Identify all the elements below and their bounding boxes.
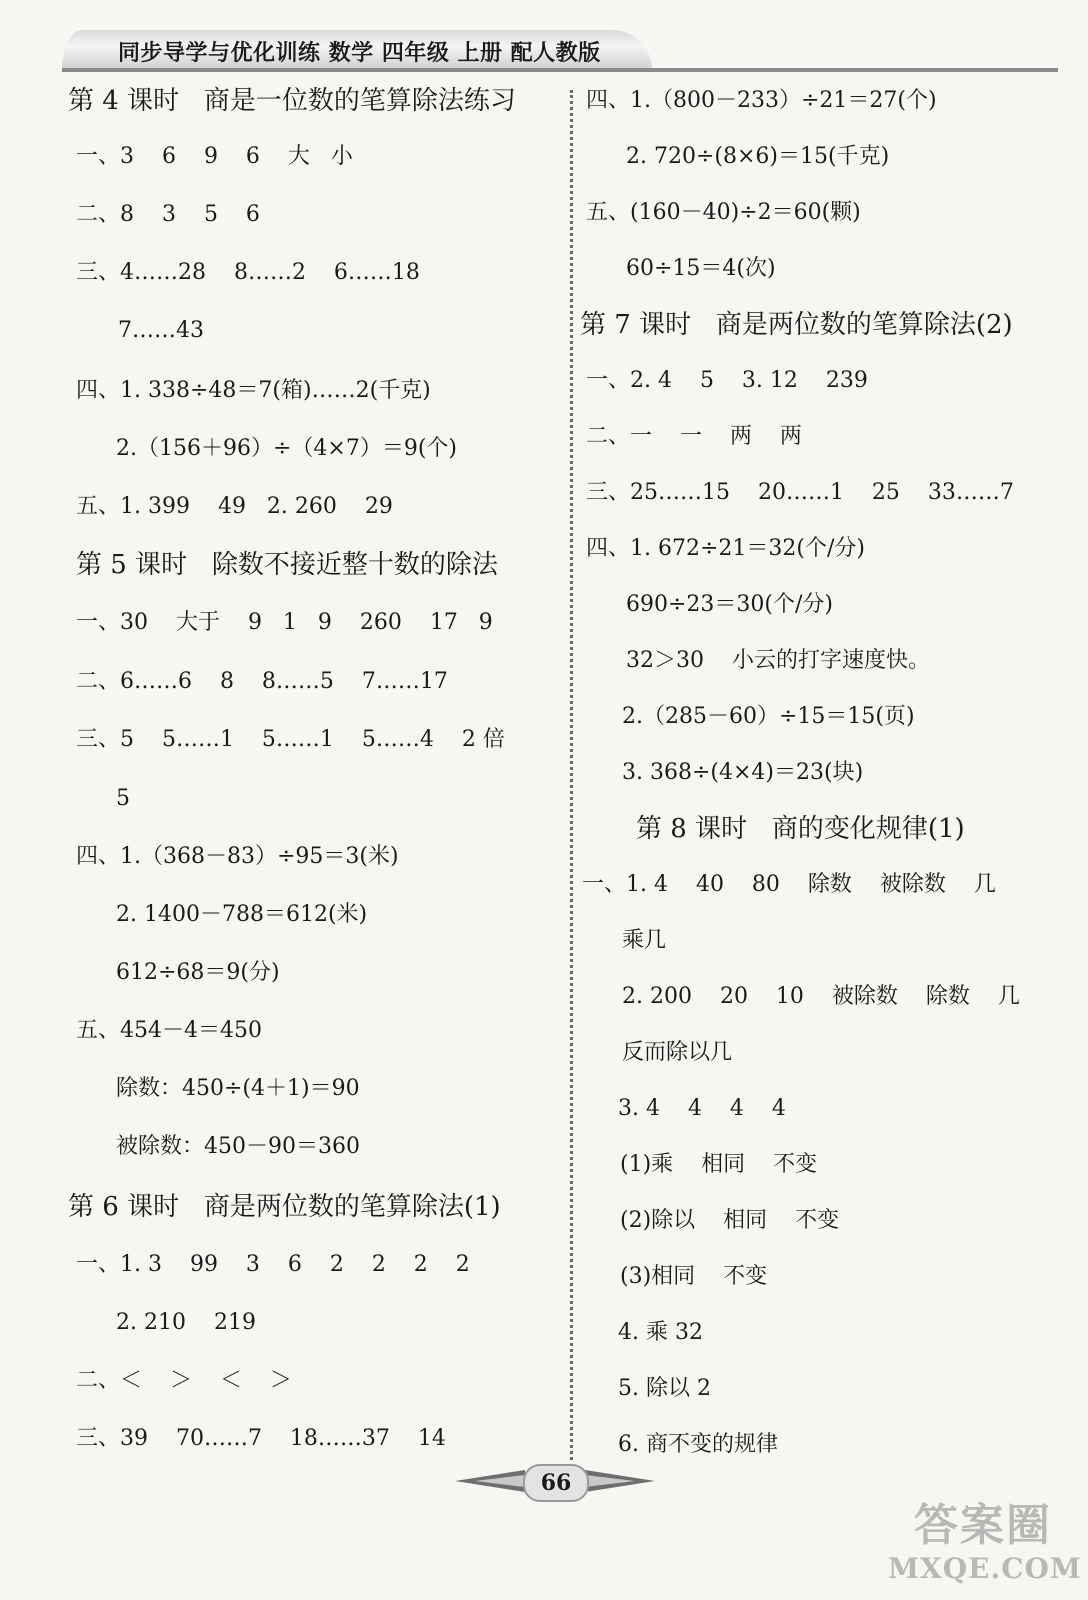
- answer-line: 690÷23＝30(个/分): [626, 592, 833, 617]
- answer-line: 除数：450÷(4＋1)＝90: [116, 1076, 360, 1101]
- lesson-heading: 第 6 课时 商是两位数的笔算除法(1): [68, 1192, 501, 1222]
- answer-line: 二、＜ ＞ ＜ ＞: [76, 1368, 292, 1393]
- answer-line: 5. 除以 2: [618, 1376, 711, 1401]
- answer-line: (3)相同 不变: [620, 1264, 768, 1289]
- answer-line: (1)乘 相同 不变: [620, 1152, 818, 1177]
- answer-line: 反而除以几: [622, 1040, 733, 1065]
- answer-line: 五、1. 399 49 2. 260 29: [76, 494, 393, 519]
- answer-line: 2. 1400－788＝612(米): [116, 902, 368, 927]
- answer-line: 三、4……28 8……2 6……18: [76, 260, 420, 285]
- answer-line: 二、6……6 8 8……5 7……17: [76, 669, 448, 694]
- answer-line: (2)除以 相同 不变: [620, 1208, 840, 1233]
- answer-line: 四、1. 338÷48＝7(箱)……2(千克): [76, 378, 431, 403]
- answer-line: 被除数：450－90＝360: [116, 1134, 360, 1159]
- answer-line: 612÷68＝9(分): [116, 960, 280, 985]
- lesson-heading: 第 4 课时 商是一位数的笔算除法练习: [68, 86, 516, 116]
- answer-line: 四、1.（800－233）÷21＝27(个): [586, 88, 937, 113]
- answer-line: 一、3 6 9 6 大 小: [76, 144, 353, 169]
- answer-line: 一、1. 4 40 80 除数 被除数 几: [582, 872, 996, 897]
- answer-line: 四、1.（368－83）÷95＝3(米): [76, 844, 399, 869]
- answer-line: 乘几: [622, 928, 667, 953]
- column-divider: [570, 90, 573, 1460]
- answer-line: 4. 乘 32: [618, 1320, 703, 1345]
- answer-line: 四、1. 672÷21＝32(个/分): [586, 536, 865, 561]
- page-number: 66: [523, 1464, 589, 1502]
- answer-line: 2.（156＋96）÷（4×7）＝9(个): [116, 436, 458, 461]
- answer-line: 一、30 大于 9 1 9 260 17 9: [76, 610, 493, 635]
- answer-line: 一、1. 3 99 3 6 2 2 2 2: [76, 1252, 470, 1277]
- answer-line: 3. 368÷(4×4)＝23(块): [622, 760, 864, 785]
- answer-line: 2. 720÷(8×6)＝15(千克): [626, 144, 890, 169]
- header-rule: [62, 68, 1058, 72]
- answer-line: 二、8 3 5 6: [76, 202, 260, 227]
- answer-line: 5: [116, 786, 130, 811]
- lesson-heading: 第 8 课时 商的变化规律(1): [636, 814, 965, 844]
- answer-line: 60÷15＝4(次): [626, 256, 776, 281]
- answer-line: 三、39 70……7 18……37 14: [76, 1426, 446, 1451]
- lesson-heading: 第 7 课时 商是两位数的笔算除法(2): [580, 310, 1013, 340]
- watermark-url: MXQE.COM: [888, 1552, 1082, 1585]
- answer-line: 7……43: [118, 318, 204, 343]
- answer-line: 6. 商不变的规律: [618, 1432, 778, 1457]
- answer-line: 3. 4 4 4 4: [618, 1096, 786, 1121]
- header-title: 同步导学与优化训练 数学 四年级 上册 配人教版: [118, 40, 601, 66]
- answer-line: 二、一 一 两 两: [586, 424, 802, 449]
- lesson-heading: 第 5 课时 除数不接近整十数的除法: [76, 550, 498, 580]
- answer-line: 2.（285－60）÷15＝15(页): [622, 704, 915, 729]
- answer-line: 2. 200 20 10 被除数 除数 几: [622, 984, 1020, 1009]
- answer-line: 五、(160－40)÷2＝60(颗): [586, 200, 861, 225]
- answer-line: 三、25……15 20……1 25 33……7: [586, 480, 1014, 505]
- answer-line: 2. 210 219: [116, 1310, 256, 1335]
- watermark-logo-text: 答案圈: [914, 1500, 1052, 1551]
- answer-line: 一、2. 4 5 3. 12 239: [586, 368, 868, 393]
- answer-line: 三、5 5……1 5……1 5……4 2 倍: [76, 727, 505, 752]
- watermark: [888, 1500, 1082, 1596]
- answer-line: 32＞30 小云的打字速度快。: [626, 648, 930, 673]
- answer-line: 五、454－4＝450: [76, 1018, 262, 1043]
